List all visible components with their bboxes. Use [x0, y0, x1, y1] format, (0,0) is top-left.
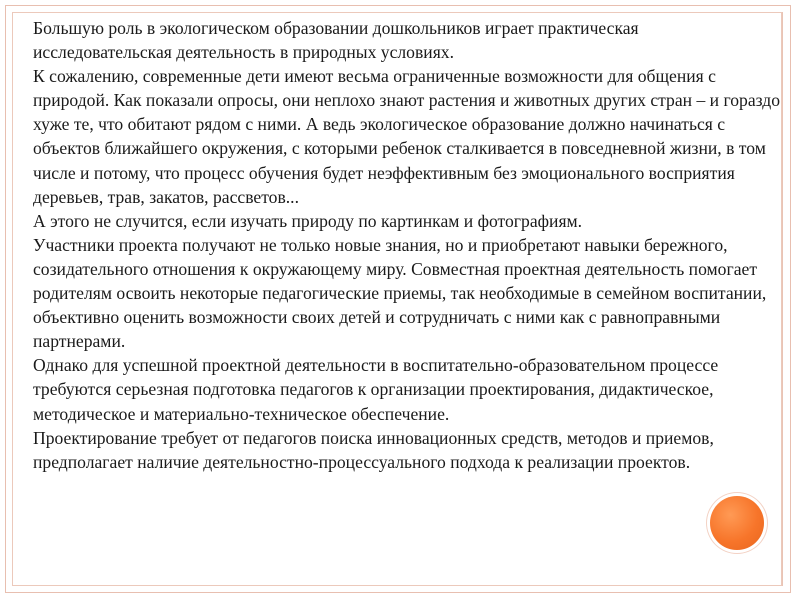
slide-side-rule: [782, 12, 783, 586]
slide-body-text: [33, 16, 781, 474]
paragraph-preparation: Однако для успешной проектной деятельности в воспитательно-образовательном процессе требуются серьезная подготовка педагогов к организации проектирования, дидактическое, методическое и материально-техническое обеспечение.: [33, 355, 719, 424]
paragraph-design-requirements: Проектирование требует от педагогов поиска инновационных средств, методов и приемов, предполагает наличие деятельностно-процессуального подхода к реализации проектов.: [33, 427, 714, 472]
paragraph-nature-contact: К сожалению, современные дети имеют весьма ограниченные возможности для общения с природой. Как показали опросы, они неплохо знают растения и животных других стран – и гораздо хуже те, что обитают рядом с ними. А ведь экологическое образование должно начинаться с объектов ближайшего окружения, с которыми ребенок сталкивается в повседневной жизни, в том числе и потому, что процесс обучения будет неэффективным без эмоционального восприятия деревьев, трав, закатов, рассветов...: [33, 66, 781, 207]
paragraph-intro: Большую роль в экологическом образовании дошкольников играет практическая исследовательская деятельность в природных условиях.: [33, 18, 639, 63]
orange-circle-decoration: [710, 496, 764, 550]
paragraph-project-participants: Участники проекта получают не только новые знания, но и приобретают навыки бережного, созидательного отношения к окружающему миру. Совместная проектная деятельность помогает родителям освоить некоторые педагогические приемы, так необходимые в семейном воспитании, объективно оценить возможности своих детей и сотрудничать с ними как с равноправными партнерами.: [33, 234, 767, 352]
paragraph-pictures: А этого не случится, если изучать природу по картинкам и фотографиям.: [33, 210, 583, 231]
